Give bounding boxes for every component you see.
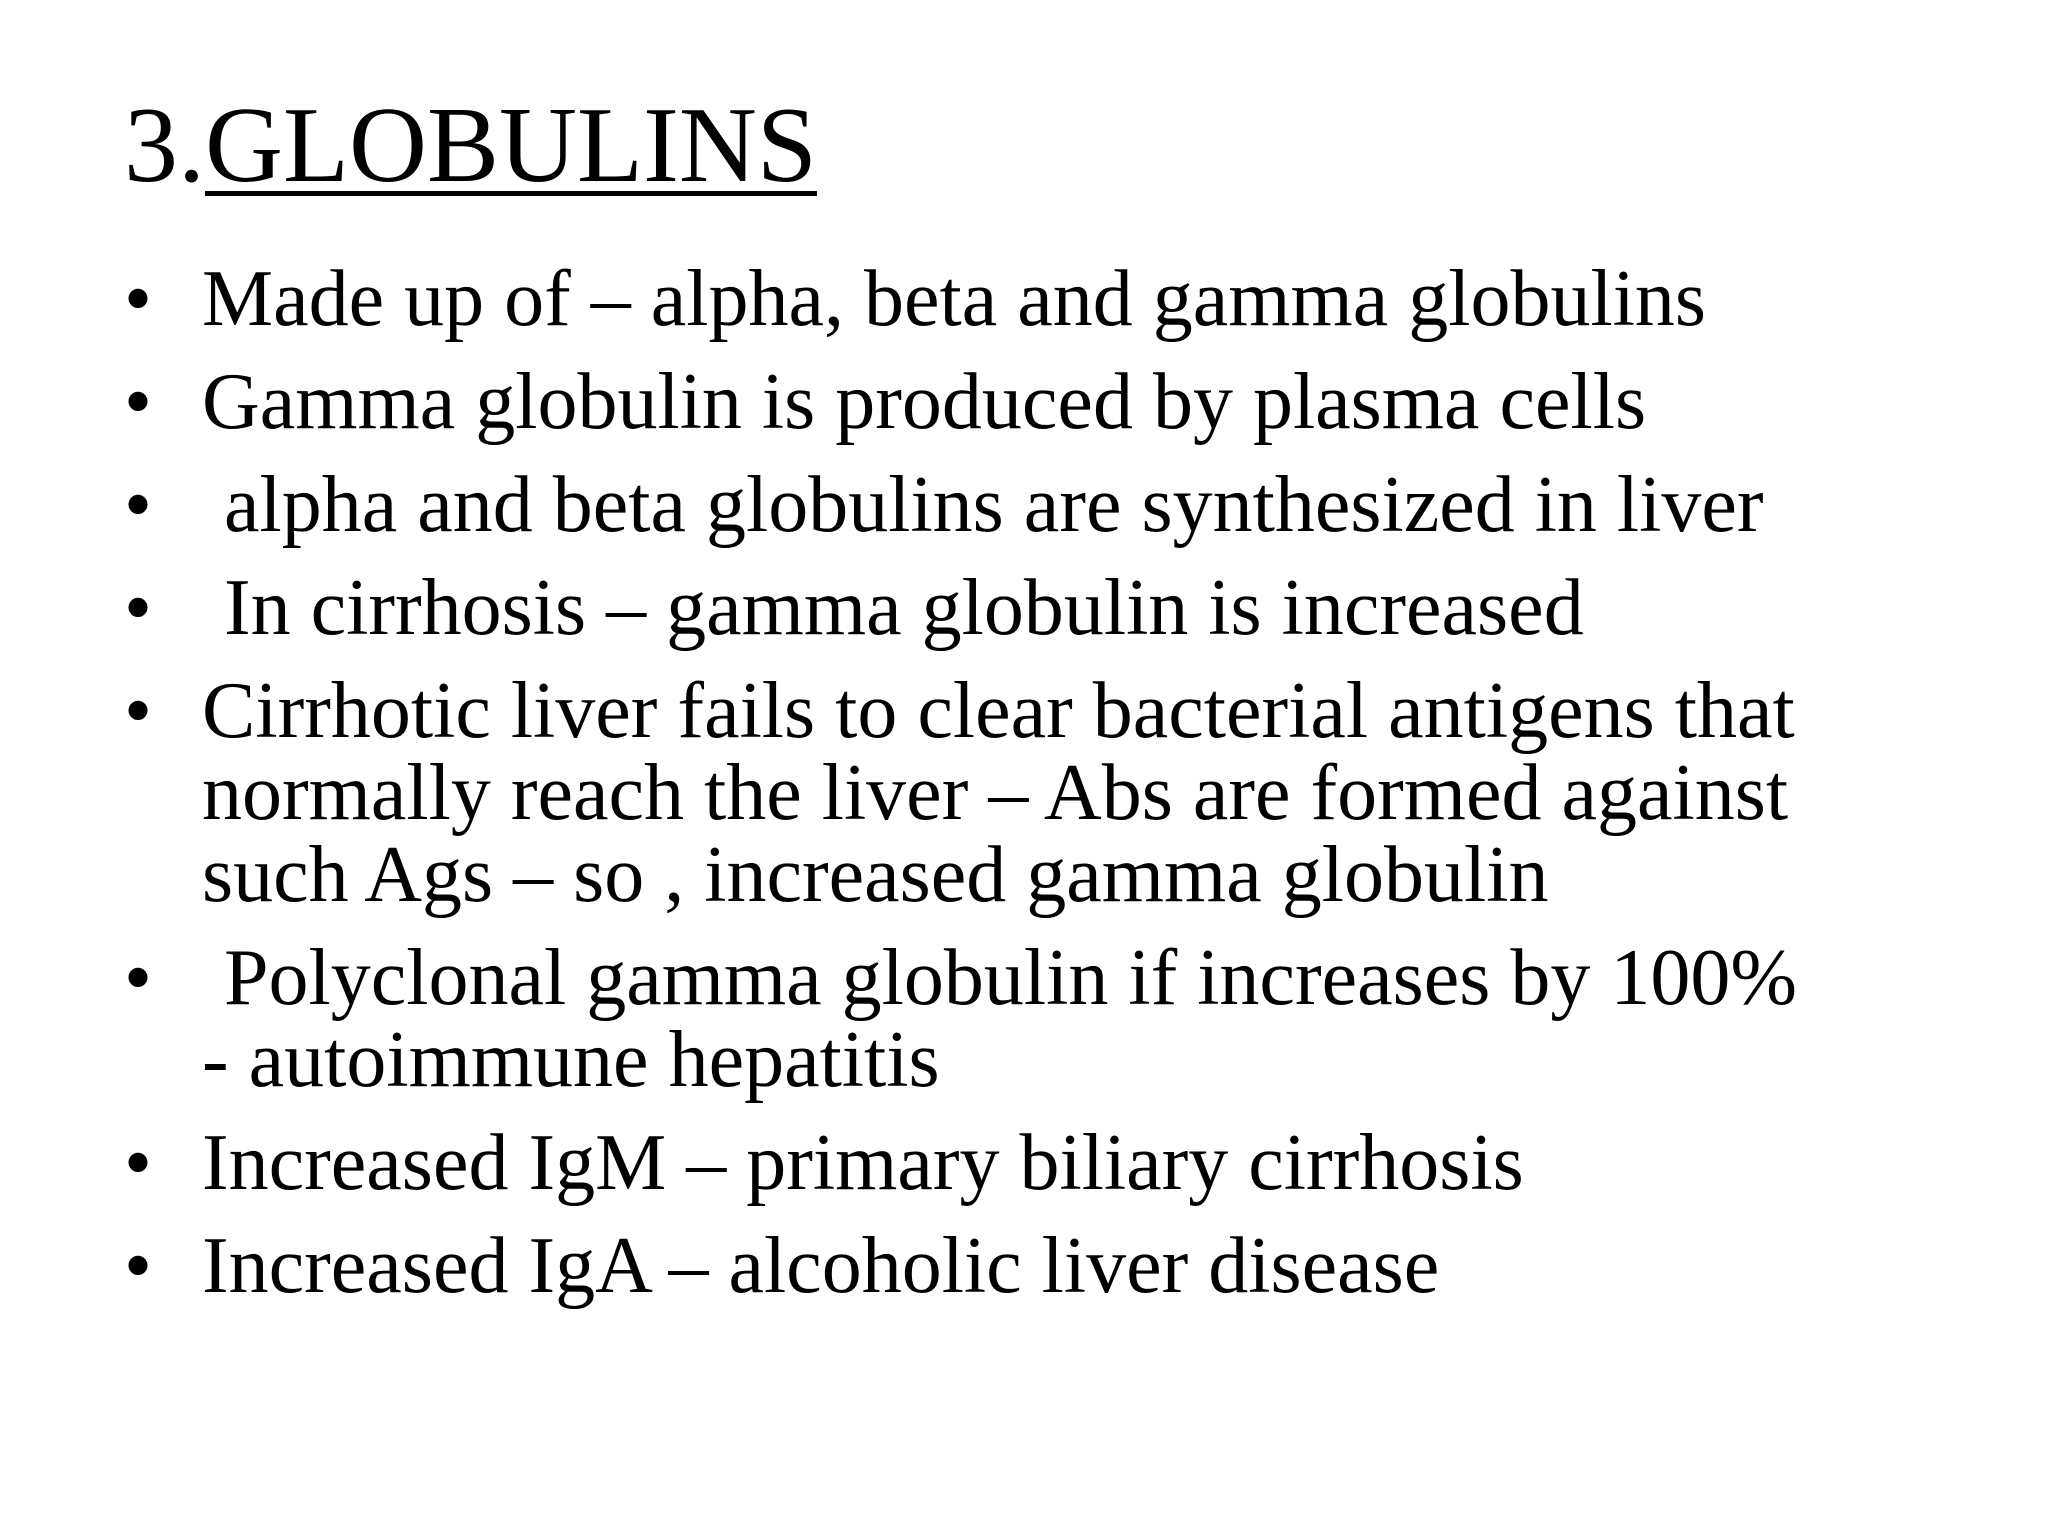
bullet-icon: • [124,358,153,446]
bullet-text: Increased IgM – primary biliary cirrhosis [202,1119,1524,1207]
bullet-text: In cirrhosis – gamma globulin is increased [224,564,1584,652]
title-text: GLOBULINS [205,86,817,205]
bullet-list [124,255,2004,1328]
bullet-item [124,667,2004,919]
slide-title [124,86,817,205]
bullet-text [202,667,2004,919]
bullet-text: alpha and beta globulins are synthesized in liver [224,461,1764,549]
bullet-text: Increased IgA – alcoholic liver disease [202,1222,1440,1310]
bullet-text: Made up of – alpha, beta and gamma globulins [202,255,1707,343]
bullet-text [202,934,2004,1104]
bullet-item [124,934,2004,1104]
bullet-line: Polyclonal gamma globulin if increases by 100% [224,934,1798,1022]
bullet-icon: • [124,934,153,1022]
bullet-line: such Ags – so , increased gamma globulin [202,831,1549,919]
bullet-line: normally reach the liver – Abs are formed against [202,749,1789,837]
bullet-item [124,564,2004,652]
bullet-item [124,358,2004,446]
bullet-item [124,255,2004,343]
bullet-item [124,1119,2004,1207]
bullet-icon: • [124,667,153,755]
bullet-line: - autoimmune hepatitis [202,1016,940,1104]
bullet-icon: • [124,1119,153,1207]
bullet-icon: • [124,564,153,652]
bullet-item [124,1222,2004,1310]
bullet-icon: • [124,255,153,343]
bullet-item [124,461,2004,549]
bullet-line: Cirrhotic liver fails to clear bacterial antigens that [202,667,1795,755]
bullet-icon: • [124,1222,153,1310]
title-number: 3. [124,86,205,205]
bullet-icon: • [124,461,153,549]
bullet-text: Gamma globulin is produced by plasma cells [202,358,1647,446]
